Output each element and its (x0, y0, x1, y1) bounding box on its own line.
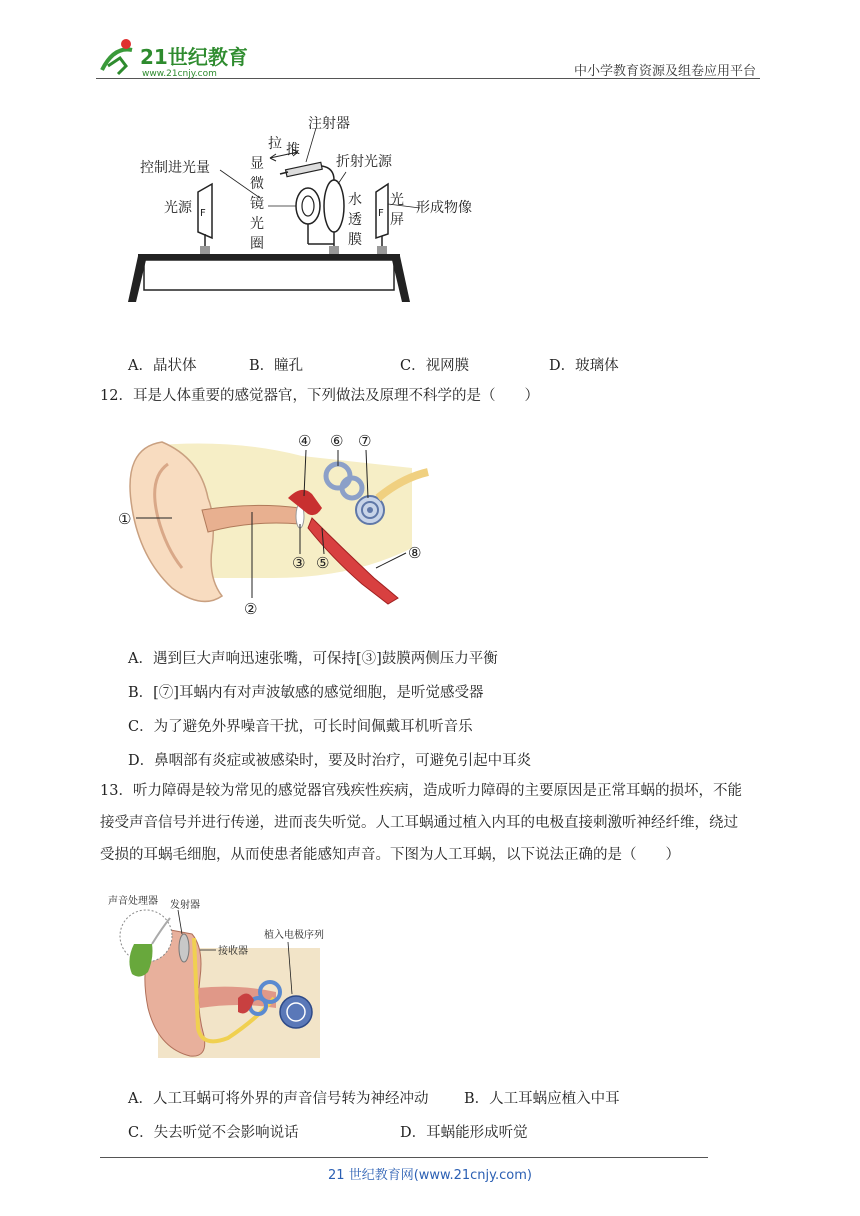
marker-8: ⑧ (408, 544, 422, 562)
q13-option-a: A．人工耳蜗可将外界的声音信号转为神经冲动 (128, 1091, 429, 1107)
q13-option-d: D．耳蜗能形成听觉 (400, 1125, 528, 1141)
label-push: 推 (286, 142, 300, 158)
header-platform-text: 中小学教育资源及组卷应用平台 (573, 64, 756, 79)
label-sound-processor: 声音处理器 (108, 896, 158, 907)
label-electrode-array: 植入电极序列 (264, 930, 324, 941)
label-screen (390, 191, 404, 228)
q12-option-a: A．遇到巨大声响迅速张嘴，可保持[③]鼓膜两侧压力平衡 (128, 651, 498, 667)
ear-structure-diagram (112, 428, 432, 618)
q13-stem-line-1: 13．听力障碍是较为常见的感觉器官残疾性疾病，造成听力障碍的主要原因是正常耳蜗的损坏，不能 (100, 783, 742, 799)
marker-5: ⑤ (316, 554, 330, 572)
label-pull: 拉 (268, 136, 282, 152)
label-refract-light: 折射光源 (336, 154, 392, 170)
cochlear-implant-diagram (108, 888, 338, 1063)
svg-text:镜: 镜 (250, 196, 264, 212)
marker-7: ⑦ (358, 432, 372, 450)
svg-text:屏: 屏 (390, 212, 404, 228)
q11-option-d: D．玻璃体 (549, 358, 619, 374)
q11-option-b: B．瞳孔 (249, 358, 304, 374)
svg-text:透: 透 (348, 212, 362, 228)
svg-text:光: 光 (250, 216, 264, 232)
label-microscope-aperture (250, 156, 264, 252)
label-syringe: 注射器 (308, 116, 350, 132)
svg-text:膜: 膜 (348, 232, 362, 248)
q13-stem-line-3: 受损的耳蜗毛细胞，从而使患者能感知声音。下图为人工耳蜗，以下说法正确的是（ ） (100, 847, 680, 863)
label-water-lens (348, 191, 362, 248)
svg-text:显: 显 (250, 156, 264, 172)
q11-option-c: C．视网膜 (400, 358, 470, 374)
svg-text:21世纪教育: 21世纪教育 (140, 45, 248, 69)
marker-1: ① (118, 510, 132, 528)
label-light-source: 光源 (164, 200, 192, 216)
q12-option-b: B．[⑦]耳蜗内有对声波敏感的感觉细胞，是听觉感受器 (128, 685, 484, 701)
svg-text:圈: 圈 (250, 236, 264, 252)
letter-f-source: F (200, 208, 206, 219)
q11-option-a: A．晶状体 (128, 358, 197, 374)
label-control-light: 控制进光量 (140, 160, 210, 176)
q13-option-b: B．人工耳蜗应植入中耳 (464, 1091, 620, 1107)
footer-site-link[interactable]: 21 世纪教育网(www.21cnjy.com) (328, 1168, 532, 1183)
marker-2: ② (244, 600, 258, 618)
letter-f-screen: F (378, 208, 384, 219)
svg-text:水: 水 (348, 192, 362, 208)
marker-4: ④ (298, 432, 312, 450)
q12-stem: 12．耳是人体重要的感觉器官，下列做法及原理不科学的是（ ） (100, 388, 539, 404)
svg-text:微: 微 (250, 176, 264, 192)
q13-option-c: C．失去听觉不会影响说话 (128, 1125, 299, 1141)
q12-option-d: D．鼻咽部有炎症或被感染时，要及时治疗，可避免引起中耳炎 (128, 753, 532, 769)
eye-model-diagram (120, 108, 500, 308)
site-logo (96, 36, 256, 80)
label-transmitter: 发射器 (170, 900, 200, 911)
q12-option-c: C．为了避免外界噪音干扰，可长时间佩戴耳机听音乐 (128, 719, 473, 735)
header-divider (96, 78, 760, 79)
label-form-image: 形成物像 (416, 200, 472, 216)
footer-divider (100, 1157, 708, 1158)
svg-text:光: 光 (390, 192, 404, 208)
marker-3: ③ (292, 554, 306, 572)
q13-stem-line-2: 接受声音信号并进行传递，进而丧失听觉。人工耳蜗通过植入内耳的电极直接刺激听神经纤维，绕过 (100, 815, 738, 831)
marker-6: ⑥ (330, 432, 344, 450)
svg-text:www.21cnjy.com: www.21cnjy.com (142, 69, 217, 79)
label-receiver: 接收器 (218, 946, 248, 957)
